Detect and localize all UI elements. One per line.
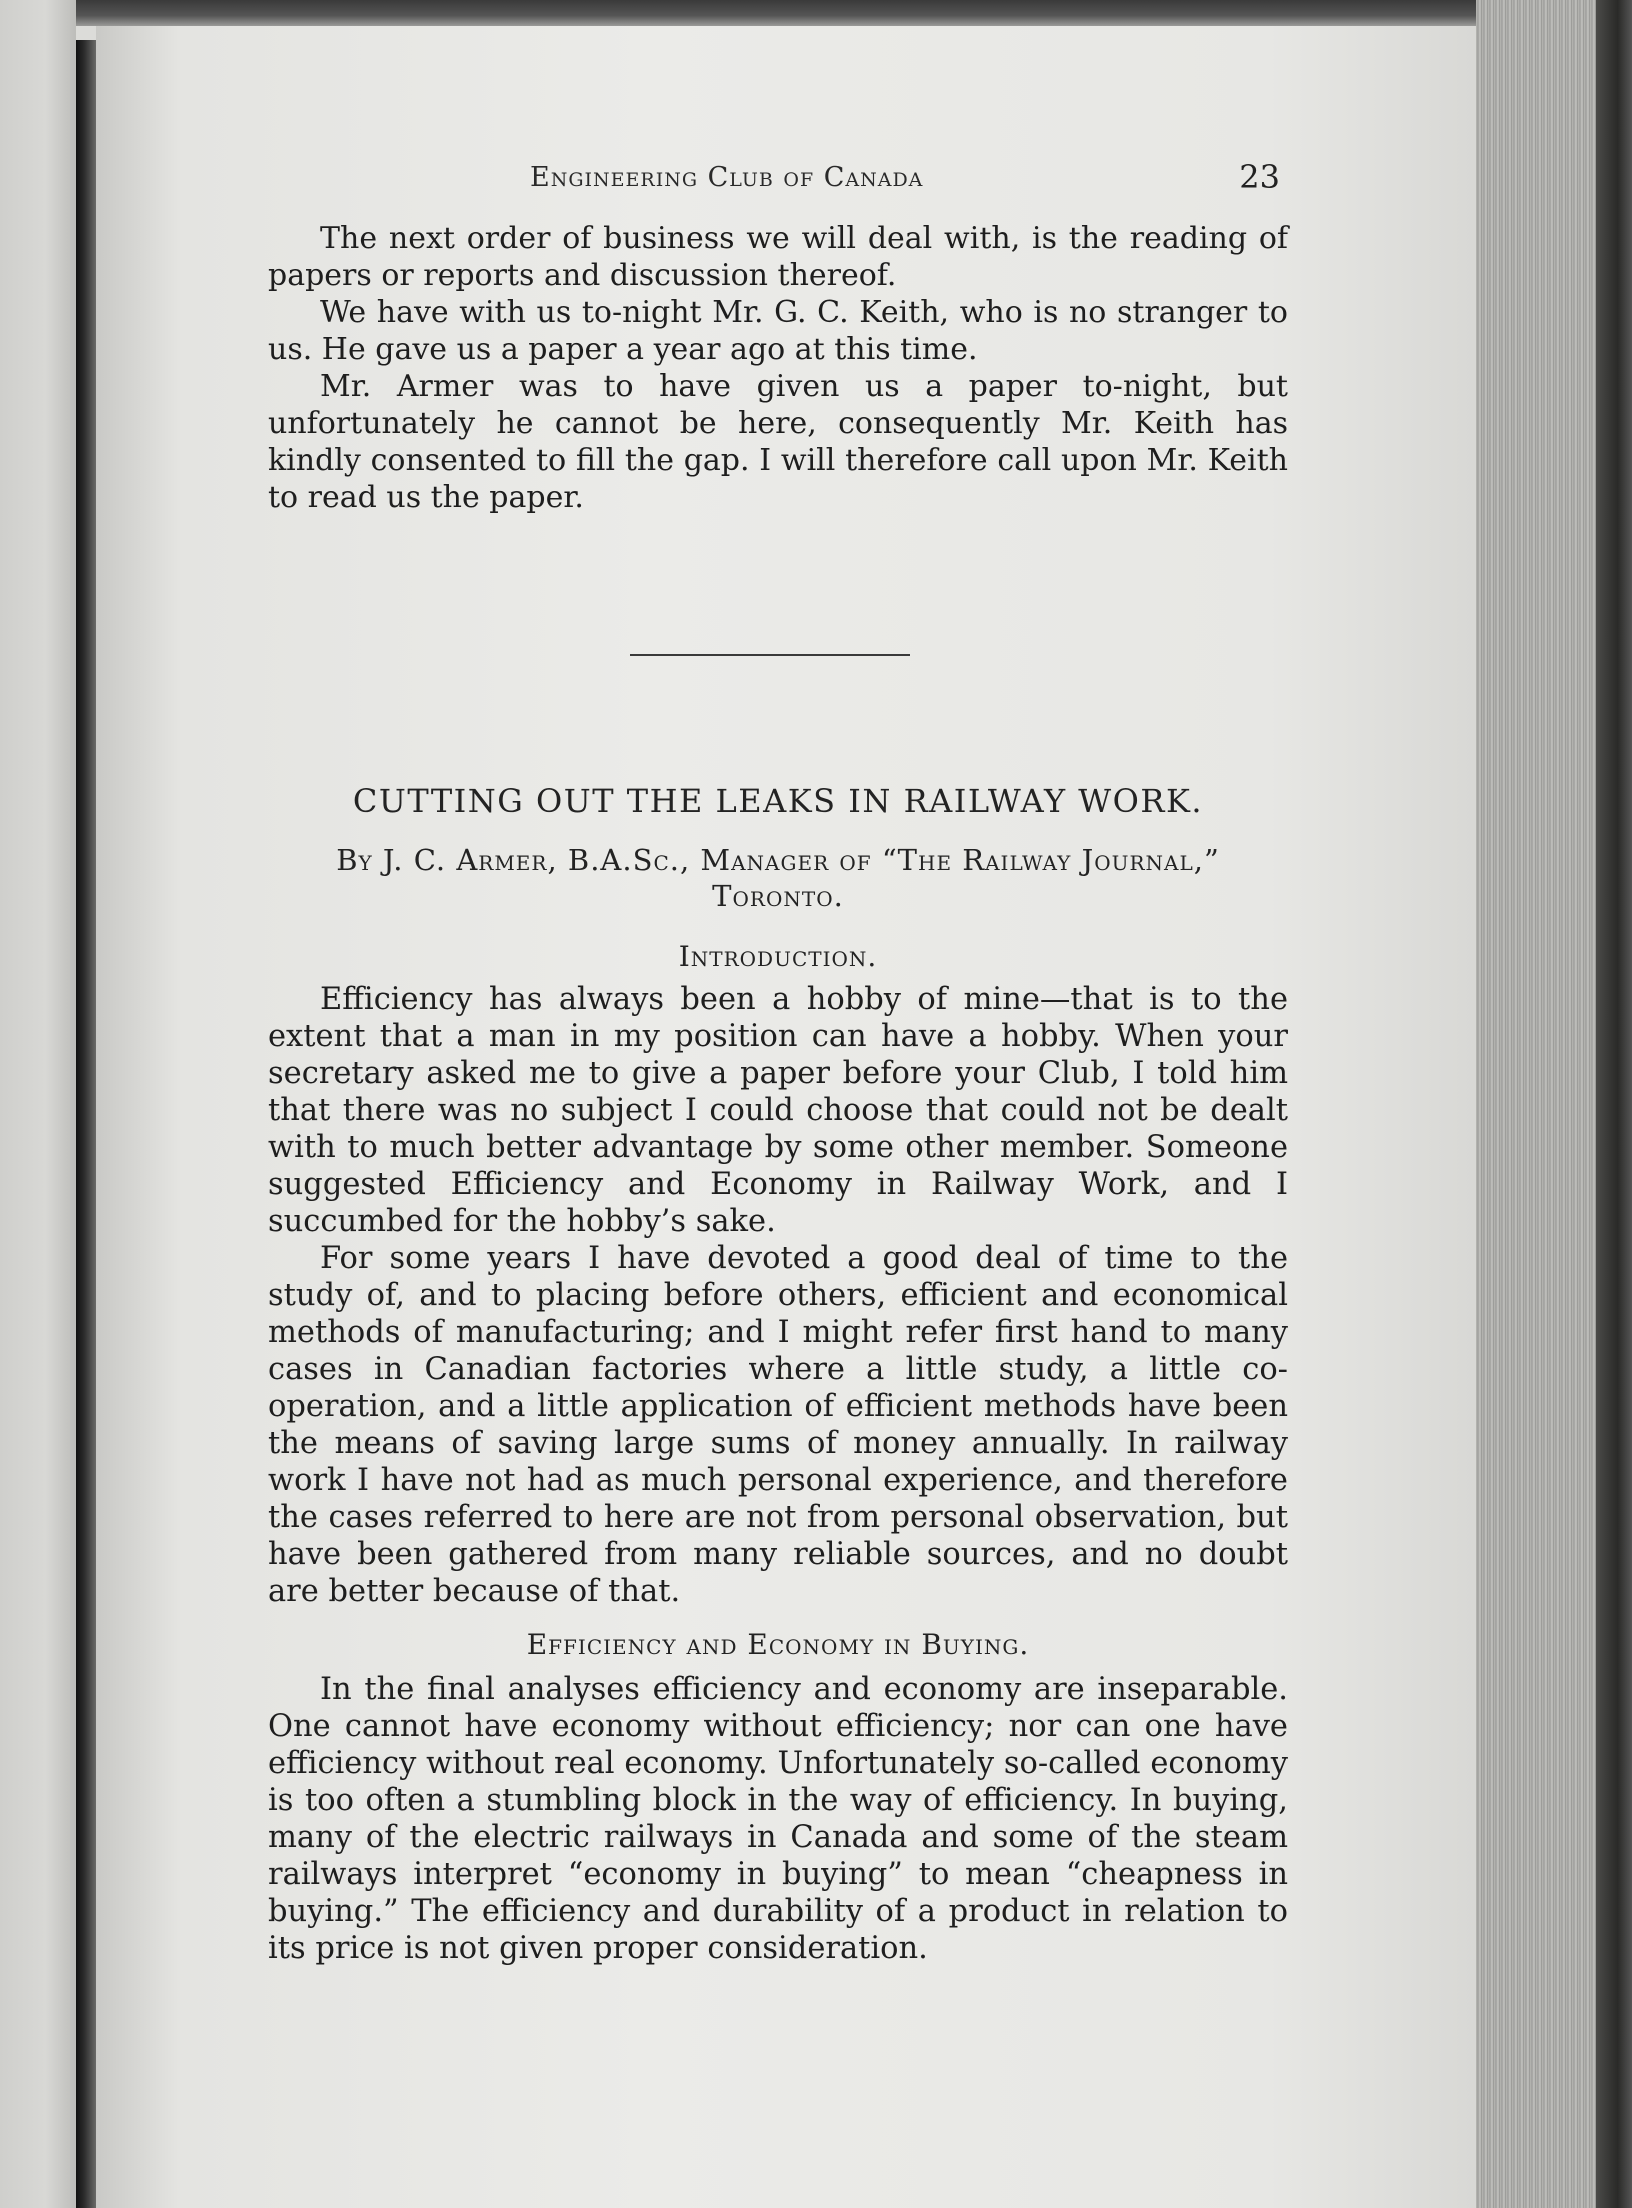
book-cover-edge [1596,0,1632,2208]
section-heading-introduction: Introduction. [678,940,878,973]
paragraph: We have with us to-night Mr. G. C. Keith, who is no stranger to us. He gave us a paper a year ago at this time. [268,295,1288,367]
page-stack-edges [1476,0,1596,2208]
paragraph: Mr. Armer was to have given us a paper to-night, but unfortunately he cannot be here, consequently Mr. Keith has kindly consented to fill the gap. I will therefore call upon Mr. Keith to read us the paper. [268,369,1288,515]
running-head-title: Engineering Club of Canada [530,162,924,193]
article-byline: By J. C. Armer, B.A.Sc., Manager of “The Railway Journal,” Toronto. [336,843,1220,913]
section-divider-rule [630,654,910,656]
left-page-fragment [0,0,76,2208]
article-title: CUTTING OUT THE LEAKS IN RAILWAY WORK. [352,782,1204,820]
chair-remarks [268,220,1288,516]
section-heading-buying: Efficiency and Economy in Buying. [526,1628,1030,1661]
book-gutter [76,40,96,2208]
page-text-block [268,150,1288,1967]
page-number: 23 [1239,158,1280,196]
paragraph: Efficiency has always been a hobby of mine—that is to the extent that a man in my position can have a hobby. When your secretary asked me to give a paper before your Club, I told him that there was no subject I could choose that could not be dealt with to much better advantage by some other member. Someone suggested Efficiency and Economy in Railway Work, and I succumbed for the hobby’s sake. [268,982,1288,1239]
paragraph: For some years I have devoted a good deal of time to the study of, and to placing before others, efficient and economical methods of manufacturing; and I might refer first hand to many cases in Canadian factories where a little study, a little co-operation, and a little application of efficient methods have been the means of saving large sums of money annually. In railway work I have not had as much personal experience, and therefore the cases referred to here are not from personal observation, but have been gathered from many reliable sources, and no doubt are better because of that. [268,1241,1288,1609]
paragraph: In the final analyses efficiency and economy are inseparable. One cannot have economy without efficiency; nor can one have efficiency without real economy. Unfortunately so-called economy is too often a stumbling block in the way of efficiency. In buying, many of the electric railways in Canada and some of the steam railways interpret “economy in buying” to mean “cheapness in buying.” The efficiency and durability of a product in relation to its price is not given proper consideration. [268,1672,1288,1966]
book-top-edge [0,0,1632,26]
running-head [268,150,1288,200]
paragraph: The next order of business we will deal with, is the reading of papers or reports and discussion thereof. [268,221,1288,293]
